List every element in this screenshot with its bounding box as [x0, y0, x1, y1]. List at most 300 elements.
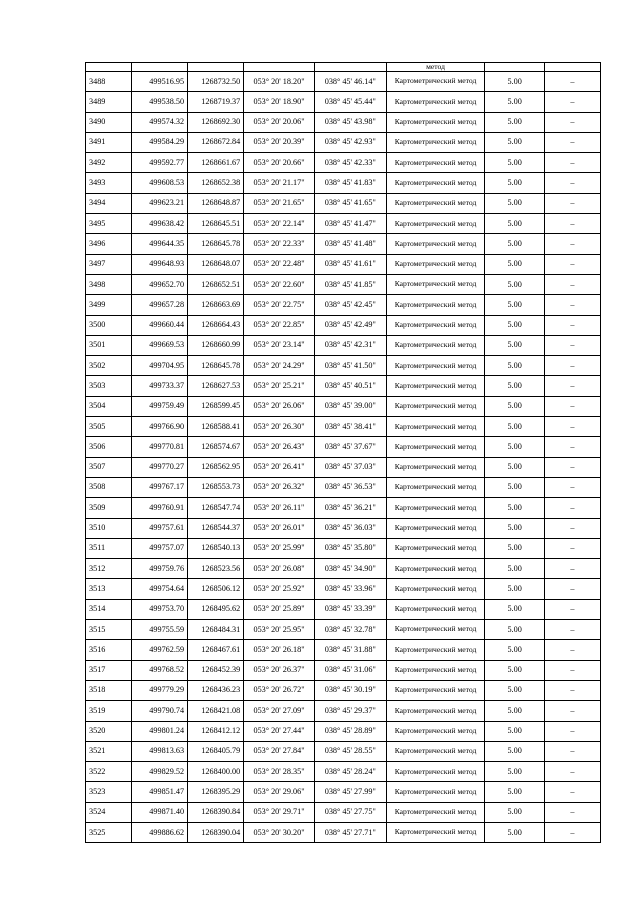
- y-coordinate-cell: 1268495.62: [188, 599, 244, 619]
- longitude-cell: 038° 45' 29.37": [314, 701, 386, 721]
- latitude-cell: 053° 20' 21.17": [244, 173, 315, 193]
- latitude-cell: 053° 20' 26.06": [244, 396, 315, 416]
- dash-cell: –: [544, 518, 600, 538]
- accuracy-cell: 5.00: [485, 153, 544, 173]
- longitude-cell: 038° 45' 45.44": [314, 92, 386, 112]
- point-number-cell: 3495: [86, 214, 132, 234]
- table-row: [86, 599, 601, 619]
- table-row: [86, 173, 601, 193]
- table-row: [86, 437, 601, 457]
- latitude-cell: 053° 20' 25.92": [244, 579, 315, 599]
- accuracy-cell: 5.00: [485, 822, 544, 842]
- accuracy-cell: 5.00: [485, 457, 544, 477]
- longitude-cell: 038° 45' 41.85": [314, 274, 386, 294]
- method-cell: Картометрический метод: [386, 498, 485, 518]
- method-cell: Картометрический метод: [386, 193, 485, 213]
- y-coordinate-cell: 1268400.00: [188, 762, 244, 782]
- latitude-cell: 053° 20' 25.89": [244, 599, 315, 619]
- latitude-cell: 053° 20' 22.85": [244, 315, 315, 335]
- point-number-cell: 3525: [86, 822, 132, 842]
- dash-cell: –: [544, 477, 600, 497]
- longitude-cell: 038° 45' 41.65": [314, 193, 386, 213]
- table-row: [86, 701, 601, 721]
- x-coordinate-cell: 499652.70: [132, 274, 188, 294]
- x-coordinate-cell: 499871.40: [132, 802, 188, 822]
- method-fragment-cell: метод: [386, 63, 485, 72]
- longitude-cell: 038° 45' 33.39": [314, 599, 386, 619]
- dash-cell: –: [544, 701, 600, 721]
- method-cell: Картометрический метод: [386, 234, 485, 254]
- method-cell: Картометрический метод: [386, 660, 485, 680]
- dash-cell: –: [544, 396, 600, 416]
- dash-cell: –: [544, 153, 600, 173]
- point-number-cell: 3491: [86, 132, 132, 152]
- accuracy-cell: 5.00: [485, 437, 544, 457]
- point-number-cell: 3507: [86, 457, 132, 477]
- dash-cell: –: [544, 92, 600, 112]
- dash-cell: –: [544, 214, 600, 234]
- method-cell: Картометрический метод: [386, 680, 485, 700]
- longitude-cell: 038° 45' 42.45": [314, 295, 386, 315]
- x-coordinate-cell: 499762.59: [132, 640, 188, 660]
- dash-cell: –: [544, 660, 600, 680]
- x-coordinate-cell: 499779.29: [132, 680, 188, 700]
- method-cell: Картометрический метод: [386, 721, 485, 741]
- point-number-cell: 3508: [86, 477, 132, 497]
- accuracy-cell: 5.00: [485, 782, 544, 802]
- point-number-cell: 3504: [86, 396, 132, 416]
- accuracy-cell: 5.00: [485, 660, 544, 680]
- table-row: [86, 396, 601, 416]
- table-row: [86, 193, 601, 213]
- table-row: [86, 132, 601, 152]
- x-coordinate-cell: 499757.61: [132, 518, 188, 538]
- x-coordinate-cell: 499638.42: [132, 214, 188, 234]
- table-cell: [86, 63, 132, 72]
- x-coordinate-cell: 499851.47: [132, 782, 188, 802]
- longitude-cell: 038° 45' 33.96": [314, 579, 386, 599]
- latitude-cell: 053° 20' 22.60": [244, 274, 315, 294]
- table-row: [86, 721, 601, 741]
- x-coordinate-cell: 499608.53: [132, 173, 188, 193]
- x-coordinate-cell: 499648.93: [132, 254, 188, 274]
- x-coordinate-cell: 499669.53: [132, 335, 188, 355]
- latitude-cell: 053° 20' 26.41": [244, 457, 315, 477]
- dash-cell: –: [544, 356, 600, 376]
- table-row: [86, 72, 601, 92]
- longitude-cell: 038° 45' 32.78": [314, 620, 386, 640]
- dash-cell: –: [544, 822, 600, 842]
- longitude-cell: 038° 45' 27.99": [314, 782, 386, 802]
- longitude-cell: 038° 45' 35.80": [314, 538, 386, 558]
- longitude-cell: 038° 45' 41.50": [314, 356, 386, 376]
- latitude-cell: 053° 20' 22.75": [244, 295, 315, 315]
- x-coordinate-cell: 499767.17: [132, 477, 188, 497]
- accuracy-cell: 5.00: [485, 274, 544, 294]
- continuation-row: [86, 63, 601, 72]
- method-cell: Картометрический метод: [386, 579, 485, 599]
- point-number-cell: 3513: [86, 579, 132, 599]
- table-cell: [544, 63, 600, 72]
- point-number-cell: 3492: [86, 153, 132, 173]
- method-cell: Картометрический метод: [386, 295, 485, 315]
- accuracy-cell: 5.00: [485, 315, 544, 335]
- x-coordinate-cell: 499623.21: [132, 193, 188, 213]
- latitude-cell: 053° 20' 26.72": [244, 680, 315, 700]
- point-number-cell: 3520: [86, 721, 132, 741]
- x-coordinate-cell: 499757.07: [132, 538, 188, 558]
- latitude-cell: 053° 20' 21.65": [244, 193, 315, 213]
- table-row: [86, 376, 601, 396]
- table-row: [86, 295, 601, 315]
- method-cell: Картометрический метод: [386, 417, 485, 437]
- point-number-cell: 3522: [86, 762, 132, 782]
- dash-cell: –: [544, 782, 600, 802]
- y-coordinate-cell: 1268648.87: [188, 193, 244, 213]
- method-cell: Картометрический метод: [386, 599, 485, 619]
- point-number-cell: 3523: [86, 782, 132, 802]
- y-coordinate-cell: 1268645.78: [188, 356, 244, 376]
- latitude-cell: 053° 20' 26.18": [244, 640, 315, 660]
- longitude-cell: 038° 45' 41.83": [314, 173, 386, 193]
- table-row: [86, 254, 601, 274]
- longitude-cell: 038° 45' 40.51": [314, 376, 386, 396]
- accuracy-cell: 5.00: [485, 762, 544, 782]
- longitude-cell: 038° 45' 42.33": [314, 153, 386, 173]
- latitude-cell: 053° 20' 22.48": [244, 254, 315, 274]
- x-coordinate-cell: 499759.76: [132, 559, 188, 579]
- accuracy-cell: 5.00: [485, 599, 544, 619]
- accuracy-cell: 5.00: [485, 518, 544, 538]
- point-number-cell: 3518: [86, 680, 132, 700]
- accuracy-cell: 5.00: [485, 559, 544, 579]
- accuracy-cell: 5.00: [485, 680, 544, 700]
- point-number-cell: 3498: [86, 274, 132, 294]
- dash-cell: –: [544, 112, 600, 132]
- x-coordinate-cell: 499538.50: [132, 92, 188, 112]
- x-coordinate-cell: 499516.95: [132, 72, 188, 92]
- point-number-cell: 3524: [86, 802, 132, 822]
- method-cell: Картометрический метод: [386, 112, 485, 132]
- table-cell: [485, 63, 544, 72]
- accuracy-cell: 5.00: [485, 193, 544, 213]
- method-cell: Картометрический метод: [386, 315, 485, 335]
- longitude-cell: 038° 45' 41.47": [314, 214, 386, 234]
- dash-cell: –: [544, 437, 600, 457]
- accuracy-cell: 5.00: [485, 72, 544, 92]
- y-coordinate-cell: 1268390.84: [188, 802, 244, 822]
- longitude-cell: 038° 45' 37.67": [314, 437, 386, 457]
- accuracy-cell: 5.00: [485, 396, 544, 416]
- accuracy-cell: 5.00: [485, 701, 544, 721]
- method-cell: Картометрический метод: [386, 396, 485, 416]
- dash-cell: –: [544, 538, 600, 558]
- x-coordinate-cell: 499754.64: [132, 579, 188, 599]
- table-row: [86, 538, 601, 558]
- dash-cell: –: [544, 173, 600, 193]
- latitude-cell: 053° 20' 27.09": [244, 701, 315, 721]
- latitude-cell: 053° 20' 23.14": [244, 335, 315, 355]
- y-coordinate-cell: 1268652.51: [188, 274, 244, 294]
- accuracy-cell: 5.00: [485, 538, 544, 558]
- x-coordinate-cell: 499760.91: [132, 498, 188, 518]
- point-number-cell: 3490: [86, 112, 132, 132]
- x-coordinate-cell: 499886.62: [132, 822, 188, 842]
- method-cell: Картометрический метод: [386, 132, 485, 152]
- longitude-cell: 038° 45' 30.19": [314, 680, 386, 700]
- x-coordinate-cell: 499829.52: [132, 762, 188, 782]
- x-coordinate-cell: 499770.81: [132, 437, 188, 457]
- point-number-cell: 3496: [86, 234, 132, 254]
- point-number-cell: 3510: [86, 518, 132, 538]
- point-number-cell: 3516: [86, 640, 132, 660]
- longitude-cell: 038° 45' 36.21": [314, 498, 386, 518]
- longitude-cell: 038° 45' 42.49": [314, 315, 386, 335]
- method-cell: Картометрический метод: [386, 822, 485, 842]
- y-coordinate-cell: 1268588.41: [188, 417, 244, 437]
- table-row: [86, 680, 601, 700]
- dash-cell: –: [544, 335, 600, 355]
- accuracy-cell: 5.00: [485, 254, 544, 274]
- longitude-cell: 038° 45' 42.93": [314, 132, 386, 152]
- y-coordinate-cell: 1268599.45: [188, 396, 244, 416]
- method-cell: Картометрический метод: [386, 72, 485, 92]
- dash-cell: –: [544, 802, 600, 822]
- table-row: [86, 782, 601, 802]
- accuracy-cell: 5.00: [485, 579, 544, 599]
- accuracy-cell: 5.00: [485, 376, 544, 396]
- point-number-cell: 3512: [86, 559, 132, 579]
- dash-cell: –: [544, 620, 600, 640]
- y-coordinate-cell: 1268544.37: [188, 518, 244, 538]
- point-number-cell: 3506: [86, 437, 132, 457]
- accuracy-cell: 5.00: [485, 335, 544, 355]
- longitude-cell: 038° 45' 38.41": [314, 417, 386, 437]
- accuracy-cell: 5.00: [485, 295, 544, 315]
- point-number-cell: 3521: [86, 741, 132, 761]
- accuracy-cell: 5.00: [485, 498, 544, 518]
- point-number-cell: 3515: [86, 620, 132, 640]
- table-row: [86, 822, 601, 842]
- y-coordinate-cell: 1268506.12: [188, 579, 244, 599]
- latitude-cell: 053° 20' 26.30": [244, 417, 315, 437]
- x-coordinate-cell: 499574.32: [132, 112, 188, 132]
- accuracy-cell: 5.00: [485, 417, 544, 437]
- table-row: [86, 477, 601, 497]
- x-coordinate-cell: 499704.95: [132, 356, 188, 376]
- accuracy-cell: 5.00: [485, 214, 544, 234]
- point-number-cell: 3517: [86, 660, 132, 680]
- dash-cell: –: [544, 579, 600, 599]
- accuracy-cell: 5.00: [485, 741, 544, 761]
- y-coordinate-cell: 1268547.74: [188, 498, 244, 518]
- point-number-cell: 3514: [86, 599, 132, 619]
- dash-cell: –: [544, 193, 600, 213]
- y-coordinate-cell: 1268574.67: [188, 437, 244, 457]
- y-coordinate-cell: 1268436.23: [188, 680, 244, 700]
- table-row: [86, 234, 601, 254]
- method-cell: Картометрический метод: [386, 214, 485, 234]
- point-number-cell: 3502: [86, 356, 132, 376]
- latitude-cell: 053° 20' 18.90": [244, 92, 315, 112]
- x-coordinate-cell: 499657.28: [132, 295, 188, 315]
- table-cell: [132, 63, 188, 72]
- latitude-cell: 053° 20' 29.06": [244, 782, 315, 802]
- table-cell: [314, 63, 386, 72]
- table-row: [86, 762, 601, 782]
- latitude-cell: 053° 20' 28.35": [244, 762, 315, 782]
- dash-cell: –: [544, 559, 600, 579]
- x-coordinate-cell: 499733.37: [132, 376, 188, 396]
- table-row: [86, 417, 601, 437]
- y-coordinate-cell: 1268412.12: [188, 721, 244, 741]
- accuracy-cell: 5.00: [485, 620, 544, 640]
- x-coordinate-cell: 499592.77: [132, 153, 188, 173]
- accuracy-cell: 5.00: [485, 356, 544, 376]
- accuracy-cell: 5.00: [485, 92, 544, 112]
- y-coordinate-cell: 1268390.04: [188, 822, 244, 842]
- longitude-cell: 038° 45' 41.61": [314, 254, 386, 274]
- x-coordinate-cell: 499759.49: [132, 396, 188, 416]
- point-number-cell: 3519: [86, 701, 132, 721]
- latitude-cell: 053° 20' 27.84": [244, 741, 315, 761]
- dash-cell: –: [544, 376, 600, 396]
- dash-cell: –: [544, 274, 600, 294]
- dash-cell: –: [544, 599, 600, 619]
- method-cell: Картометрический метод: [386, 477, 485, 497]
- longitude-cell: 038° 45' 41.48": [314, 234, 386, 254]
- accuracy-cell: 5.00: [485, 802, 544, 822]
- method-cell: Картометрический метод: [386, 254, 485, 274]
- method-cell: Картометрический метод: [386, 538, 485, 558]
- method-cell: Картометрический метод: [386, 153, 485, 173]
- table-row: [86, 802, 601, 822]
- table-row: [86, 153, 601, 173]
- point-number-cell: 3505: [86, 417, 132, 437]
- accuracy-cell: 5.00: [485, 640, 544, 660]
- y-coordinate-cell: 1268645.51: [188, 214, 244, 234]
- point-number-cell: 3503: [86, 376, 132, 396]
- point-number-cell: 3499: [86, 295, 132, 315]
- y-coordinate-cell: 1268652.38: [188, 173, 244, 193]
- latitude-cell: 053° 20' 25.95": [244, 620, 315, 640]
- longitude-cell: 038° 45' 28.89": [314, 721, 386, 741]
- longitude-cell: 038° 45' 39.00": [314, 396, 386, 416]
- table-cell: [244, 63, 315, 72]
- y-coordinate-cell: 1268627.53: [188, 376, 244, 396]
- longitude-cell: 038° 45' 43.98": [314, 112, 386, 132]
- table-row: [86, 335, 601, 355]
- method-cell: Картометрический метод: [386, 437, 485, 457]
- table-row: [86, 660, 601, 680]
- y-coordinate-cell: 1268467.61: [188, 640, 244, 660]
- dash-cell: –: [544, 234, 600, 254]
- dash-cell: –: [544, 295, 600, 315]
- method-cell: Картометрический метод: [386, 518, 485, 538]
- dash-cell: –: [544, 457, 600, 477]
- y-coordinate-cell: 1268405.79: [188, 741, 244, 761]
- table-row: [86, 356, 601, 376]
- y-coordinate-cell: 1268540.13: [188, 538, 244, 558]
- longitude-cell: 038° 45' 28.24": [314, 762, 386, 782]
- table-row: [86, 640, 601, 660]
- method-cell: Картометрический метод: [386, 173, 485, 193]
- longitude-cell: 038° 45' 36.03": [314, 518, 386, 538]
- y-coordinate-cell: 1268692.30: [188, 112, 244, 132]
- y-coordinate-cell: 1268648.07: [188, 254, 244, 274]
- point-number-cell: 3509: [86, 498, 132, 518]
- x-coordinate-cell: 499801.24: [132, 721, 188, 741]
- dash-cell: –: [544, 315, 600, 335]
- latitude-cell: 053° 20' 26.08": [244, 559, 315, 579]
- latitude-cell: 053° 20' 26.32": [244, 477, 315, 497]
- table-body: [86, 63, 601, 843]
- method-cell: Картометрический метод: [386, 741, 485, 761]
- accuracy-cell: 5.00: [485, 132, 544, 152]
- point-number-cell: 3500: [86, 315, 132, 335]
- longitude-cell: 038° 45' 36.53": [314, 477, 386, 497]
- y-coordinate-cell: 1268421.08: [188, 701, 244, 721]
- x-coordinate-cell: 499768.52: [132, 660, 188, 680]
- latitude-cell: 053° 20' 26.01": [244, 518, 315, 538]
- accuracy-cell: 5.00: [485, 173, 544, 193]
- latitude-cell: 053° 20' 20.66": [244, 153, 315, 173]
- method-cell: Картометрический метод: [386, 457, 485, 477]
- y-coordinate-cell: 1268523.56: [188, 559, 244, 579]
- y-coordinate-cell: 1268562.95: [188, 457, 244, 477]
- y-coordinate-cell: 1268661.67: [188, 153, 244, 173]
- dash-cell: –: [544, 498, 600, 518]
- latitude-cell: 053° 20' 26.11": [244, 498, 315, 518]
- latitude-cell: 053° 20' 22.33": [244, 234, 315, 254]
- point-number-cell: 3493: [86, 173, 132, 193]
- x-coordinate-cell: 499584.29: [132, 132, 188, 152]
- table-row: [86, 315, 601, 335]
- longitude-cell: 038° 45' 27.71": [314, 822, 386, 842]
- table-row: [86, 214, 601, 234]
- x-coordinate-cell: 499766.90: [132, 417, 188, 437]
- point-number-cell: 3501: [86, 335, 132, 355]
- latitude-cell: 053° 20' 22.14": [244, 214, 315, 234]
- latitude-cell: 053° 20' 18.20": [244, 72, 315, 92]
- table-row: [86, 741, 601, 761]
- latitude-cell: 053° 20' 26.37": [244, 660, 315, 680]
- latitude-cell: 053° 20' 25.99": [244, 538, 315, 558]
- table-row: [86, 579, 601, 599]
- method-cell: Картометрический метод: [386, 701, 485, 721]
- latitude-cell: 053° 20' 24.29": [244, 356, 315, 376]
- coordinates-table: [85, 62, 601, 843]
- x-coordinate-cell: 499813.63: [132, 741, 188, 761]
- table-row: [86, 518, 601, 538]
- dash-cell: –: [544, 721, 600, 741]
- dash-cell: –: [544, 680, 600, 700]
- method-cell: Картометрический метод: [386, 782, 485, 802]
- x-coordinate-cell: 499770.27: [132, 457, 188, 477]
- longitude-cell: 038° 45' 31.06": [314, 660, 386, 680]
- dash-cell: –: [544, 72, 600, 92]
- y-coordinate-cell: 1268672.84: [188, 132, 244, 152]
- longitude-cell: 038° 45' 27.75": [314, 802, 386, 822]
- dash-cell: –: [544, 254, 600, 274]
- latitude-cell: 053° 20' 29.71": [244, 802, 315, 822]
- latitude-cell: 053° 20' 30.20": [244, 822, 315, 842]
- x-coordinate-cell: 499660.44: [132, 315, 188, 335]
- latitude-cell: 053° 20' 25.21": [244, 376, 315, 396]
- longitude-cell: 038° 45' 34.90": [314, 559, 386, 579]
- accuracy-cell: 5.00: [485, 112, 544, 132]
- y-coordinate-cell: 1268553.73: [188, 477, 244, 497]
